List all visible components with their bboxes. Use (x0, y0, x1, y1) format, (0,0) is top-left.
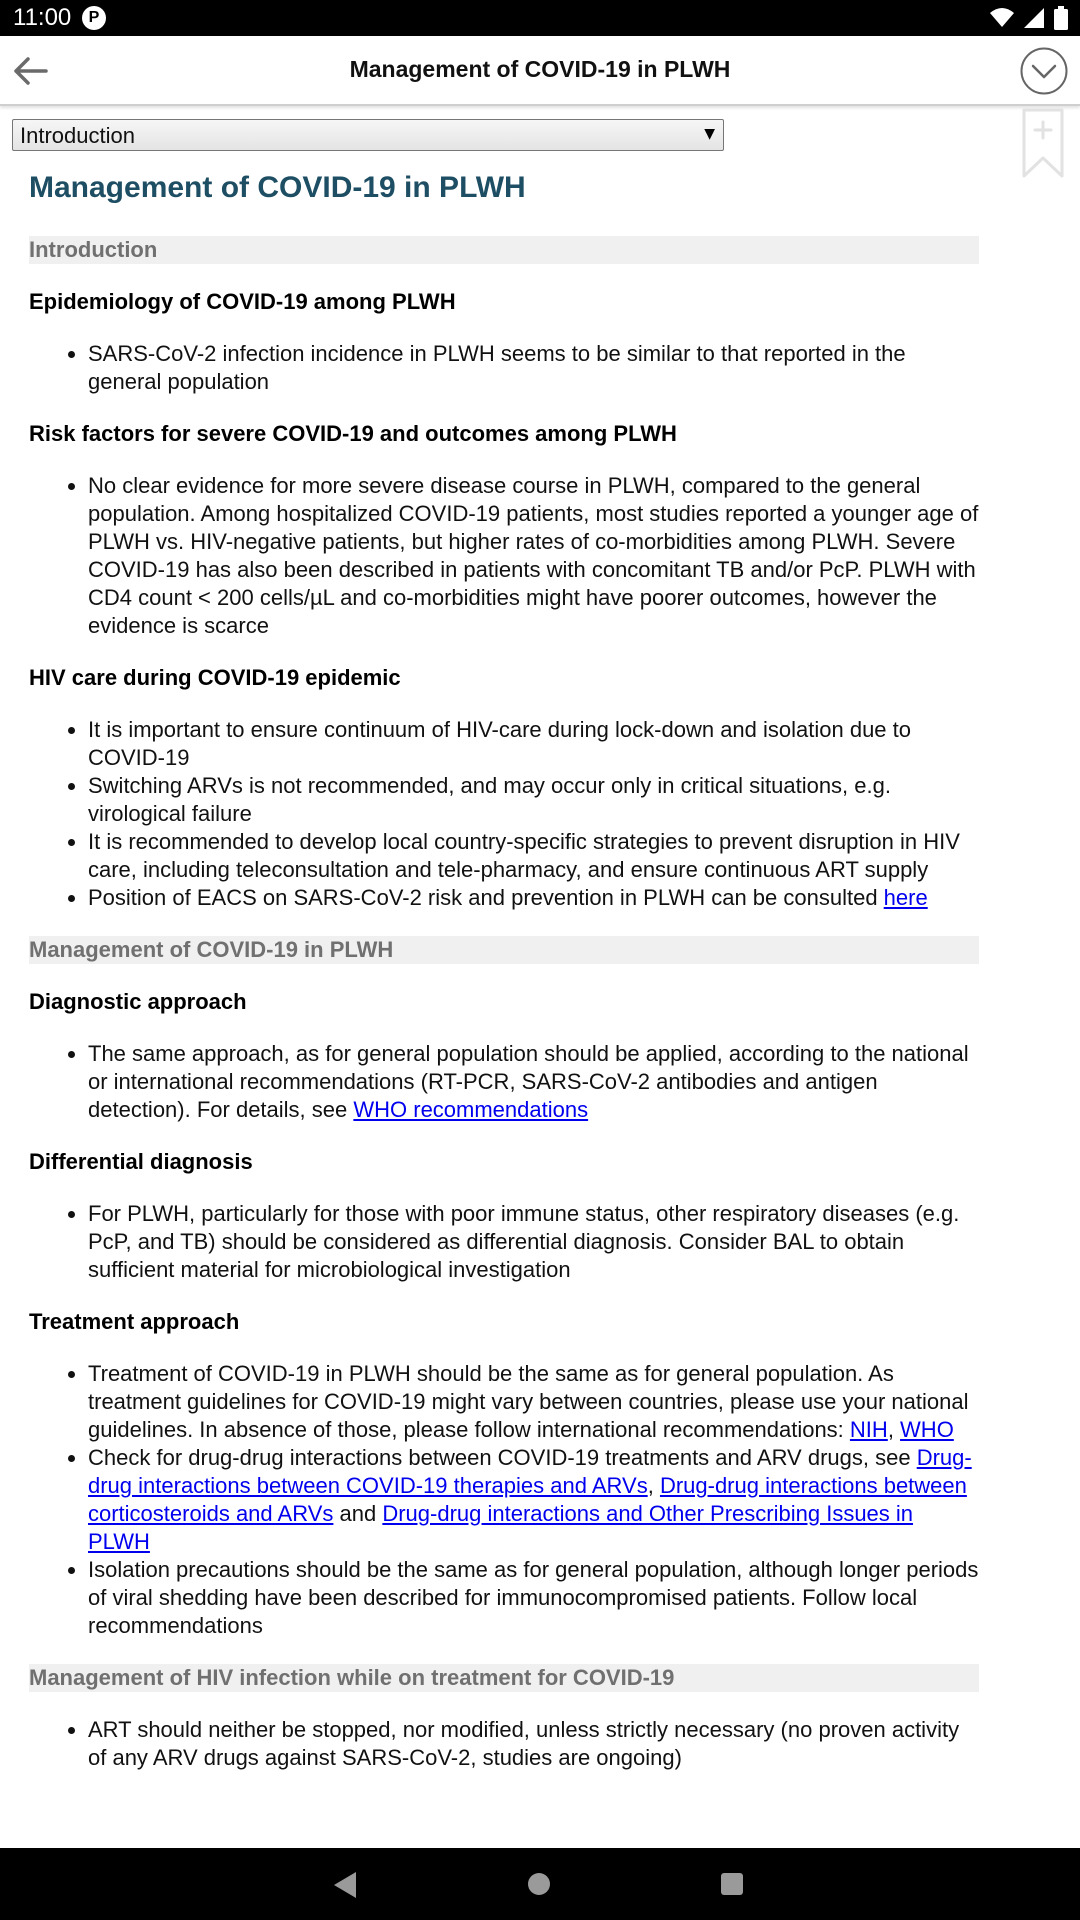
bullet-list (29, 1200, 979, 1284)
subsection-title: Treatment approach (29, 1309, 240, 1334)
subsection-title: Differential diagnosis (29, 1149, 253, 1174)
list-item (88, 884, 979, 912)
reference-link[interactable]: Drug-drug interactions between corticosteroids and ARVs (88, 1473, 967, 1526)
section-select[interactable] (12, 119, 724, 151)
subsection-title: Epidemiology of COVID-19 among PLWH (29, 289, 456, 314)
list-item-text: Position of EACS on SARS-CoV-2 risk and prevention in PLWH can be consulted (88, 885, 884, 910)
nav-recents-icon[interactable] (721, 1873, 743, 1895)
nav-back-icon[interactable] (334, 1872, 356, 1898)
list-item (88, 1360, 979, 1444)
list-item (88, 828, 979, 884)
section-select-value: Introduction (20, 123, 135, 148)
reference-link[interactable]: NIH (849, 1417, 888, 1442)
list-item (88, 340, 979, 396)
chevron-down-circle-icon[interactable] (1020, 47, 1068, 95)
navigation-bar (0, 1848, 1080, 1920)
bullet-list (29, 472, 979, 640)
list-item (88, 716, 979, 772)
app-bar-title: Management of COVID-19 in PLWH (349, 56, 731, 82)
list-item-text: It is important to ensure continuum of HIV-care during lock-down and isolation due to COVID-19 (88, 717, 912, 770)
list-item (88, 772, 979, 828)
reference-link[interactable]: WHO recommendations (353, 1097, 589, 1122)
list-item-text: , (647, 1473, 660, 1498)
bullet-list (29, 1040, 979, 1124)
list-item-text: No clear evidence for more severe disease course in PLWH, compared to the general population. Among hospitalized COVID-19 patients, most studies reported a younger age of PLWH vs. HIV-negative patients, but higher rates of co-morbidities among PLWH. Severe COVID-19 has also been described in patients with concomitant TB and/or PcP. PLWH with CD4 count < 200 cells/µL and co-morbidities might have poorer outcomes, however the evidence is scarce (88, 473, 979, 638)
subsection-title: HIV care during COVID-19 epidemic (29, 665, 401, 690)
list-item-text: For PLWH, particularly for those with poor immune status, other respiratory diseases (e.g. PcP, and TB) should be considered as differential diagnosis. Consider BAL to obtain sufficient material for microbiological investigation (88, 1201, 960, 1282)
list-item-text: Check for drug-drug interactions between COVID-19 treatments and ARV drugs, see (88, 1445, 917, 1470)
bullet-list (29, 716, 979, 912)
add-bookmark-icon[interactable] (1022, 108, 1064, 178)
wifi-icon (990, 7, 1014, 29)
dropdown-arrow-icon: ▼ (704, 126, 715, 142)
section-heading: Management of HIV infection while on treatment for COVID-19 (29, 1664, 979, 1692)
reference-link[interactable]: Drug-drug interactions and Other Prescribing Issues in PLWH (88, 1501, 914, 1554)
list-item (88, 1200, 979, 1284)
page-title: Management of COVID-19 in PLWH (29, 171, 526, 204)
status-bar (0, 0, 1080, 36)
list-item-text: Switching ARVs is not recommended, and may occur only in critical situations, e.g. virological failure (88, 773, 891, 826)
list-item (88, 1556, 979, 1640)
article-content (29, 164, 979, 1796)
list-item-text: , (887, 1417, 901, 1442)
section-heading: Introduction (29, 236, 979, 264)
reference-link[interactable]: here (883, 885, 928, 910)
list-item-text: SARS-CoV-2 infection incidence in PLWH seems to be similar to that reported in the general population (88, 341, 906, 394)
notification-icon: P (82, 6, 106, 30)
list-item-text: Treatment of COVID-19 in PLWH should be the same as for general population. As treatment guidelines for COVID-19 might vary between countries, please use your national guidelines. In absence of those, please follow international recommendations: (88, 1361, 969, 1442)
list-item-text: It is recommended to develop local country-specific strategies to prevent disruption in HIV care, including teleconsultation and tele-pharmacy, and ensure continuous ART supply (88, 829, 960, 882)
battery-icon (1054, 6, 1068, 30)
list-item-text: ART should neither be stopped, nor modified, unless strictly necessary (no proven activity of any ARV drugs against SARS-CoV-2, studies are ongoing) (88, 1717, 960, 1770)
list-item-text: and (333, 1501, 383, 1526)
list-item (88, 1444, 979, 1556)
reference-link[interactable]: WHO (900, 1417, 954, 1442)
status-icons (990, 6, 1068, 30)
signal-icon (1024, 7, 1044, 29)
app-bar (0, 36, 1080, 106)
list-item-text: Isolation precautions should be the same as for general population, although longer periods of viral shedding have been described for immunocompromised patients. Follow local recommendations (88, 1557, 979, 1638)
subsection-title: Diagnostic approach (29, 989, 247, 1014)
reference-link[interactable]: Drug-drug interactions between COVID-19 therapies and ARVs (88, 1445, 972, 1498)
bullet-list (29, 340, 979, 396)
list-item (88, 1716, 979, 1772)
list-item (88, 1040, 979, 1124)
subsection-title: Risk factors for severe COVID-19 and outcomes among PLWH (29, 421, 677, 446)
list-item (88, 472, 979, 640)
bullet-list (29, 1716, 979, 1772)
status-time: 11:00 (13, 4, 72, 31)
section-heading: Management of COVID-19 in PLWH (29, 936, 979, 964)
list-item-text: The same approach, as for general population should be applied, according to the national or international recommendations (RT-PCR, SARS-CoV-2 antibodies and antigen detection). For details, see (88, 1041, 969, 1122)
bullet-list (29, 1360, 979, 1640)
nav-home-icon[interactable] (528, 1873, 550, 1895)
